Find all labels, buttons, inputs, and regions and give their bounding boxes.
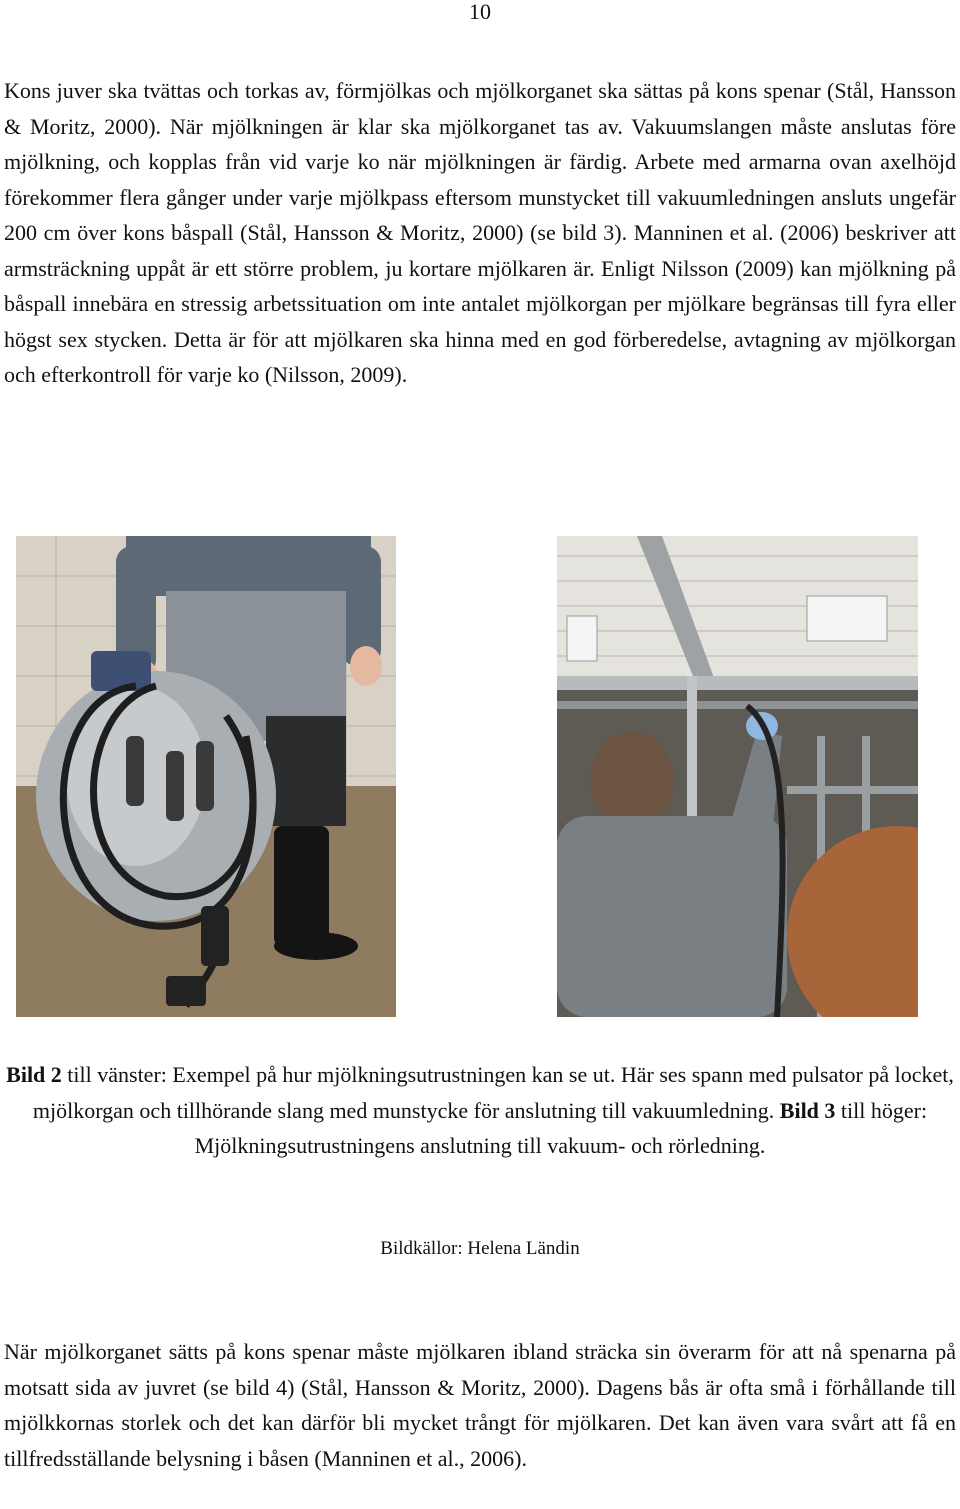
body-paragraph-2: När mjölkorganet sätts på kons spenar måste mjölkaren ibland sträcka sin överarm för att nå spenarna på motsatt sida av juvret (se bild 4) (Stål, Hansson & Moritz, 2000). Dagens bås är ofta små i förhållande till mjölkkornas storlek och det kan därför bli mycket trångt för mjölkaren. Det kan även vara svårt att få en tillfredsställande belysning i båsen (Manninen et al., 2006). — [4, 1339, 956, 1471]
caption-bild2-label: Bild 2 — [6, 1062, 62, 1087]
figure-caption — [4, 1057, 956, 1164]
caption-bild3-text: till höger: Mjölkningsutrustningens anslutning till vakuum- och rörledning. — [194, 1097, 928, 1158]
caption-bild2-text: till vänster: Exempel på hur mjölkningsutrustningen kan se ut. Här ses spann med pulsator på locket, mjölkorgan och tillhörande slang med munstycke för anslutning till vakuumledning. — [32, 1062, 954, 1123]
caption-bild3-label: Bild 3 — [779, 1097, 836, 1123]
photo-vacuum-connection — [557, 536, 918, 1017]
body-paragraph-1: Kons juver ska tvättas och torkas av, förmjölkas och mjölkorganet ska sättas på kons spenar (Stål, Hansson & Moritz, 2000). När mjölkningen är klar ska mjölkorganet tas av. Vakuumslangen måste anslutas före mjölkning, och kopplas från vid varje ko när mjölkningen är färdig. Arbete med armarna ovan axelhöjd förekommer flera gånger under varje mjölkpass eftersom munstycket till vakuumledningen ansluts ungefär 200 cm över kons båspall (Stål, Hansson & Moritz, 2000) (se bild 3). Manninen et al. (2006) beskriver att armsträckning uppåt är ett större problem, ju kortare mjölkaren är. Enligt Nilsson (2009) kan mjölkning på båspall innebära en stressig arbetssituation om inte antalet mjölkorgan per mjölkare begränsas till fyra eller högst sex stycken. Detta är för att mjölkaren ska hinna med en god förberedelse, avtagning av mjölkorgan och efterkontroll för varje ko (Nilsson, 2009). — [4, 78, 956, 387]
photo-milking-equipment — [16, 536, 396, 1017]
page-number: 10 — [469, 0, 491, 24]
image-source-credit: Bildkällor: Helena Ländin — [380, 1238, 580, 1259]
